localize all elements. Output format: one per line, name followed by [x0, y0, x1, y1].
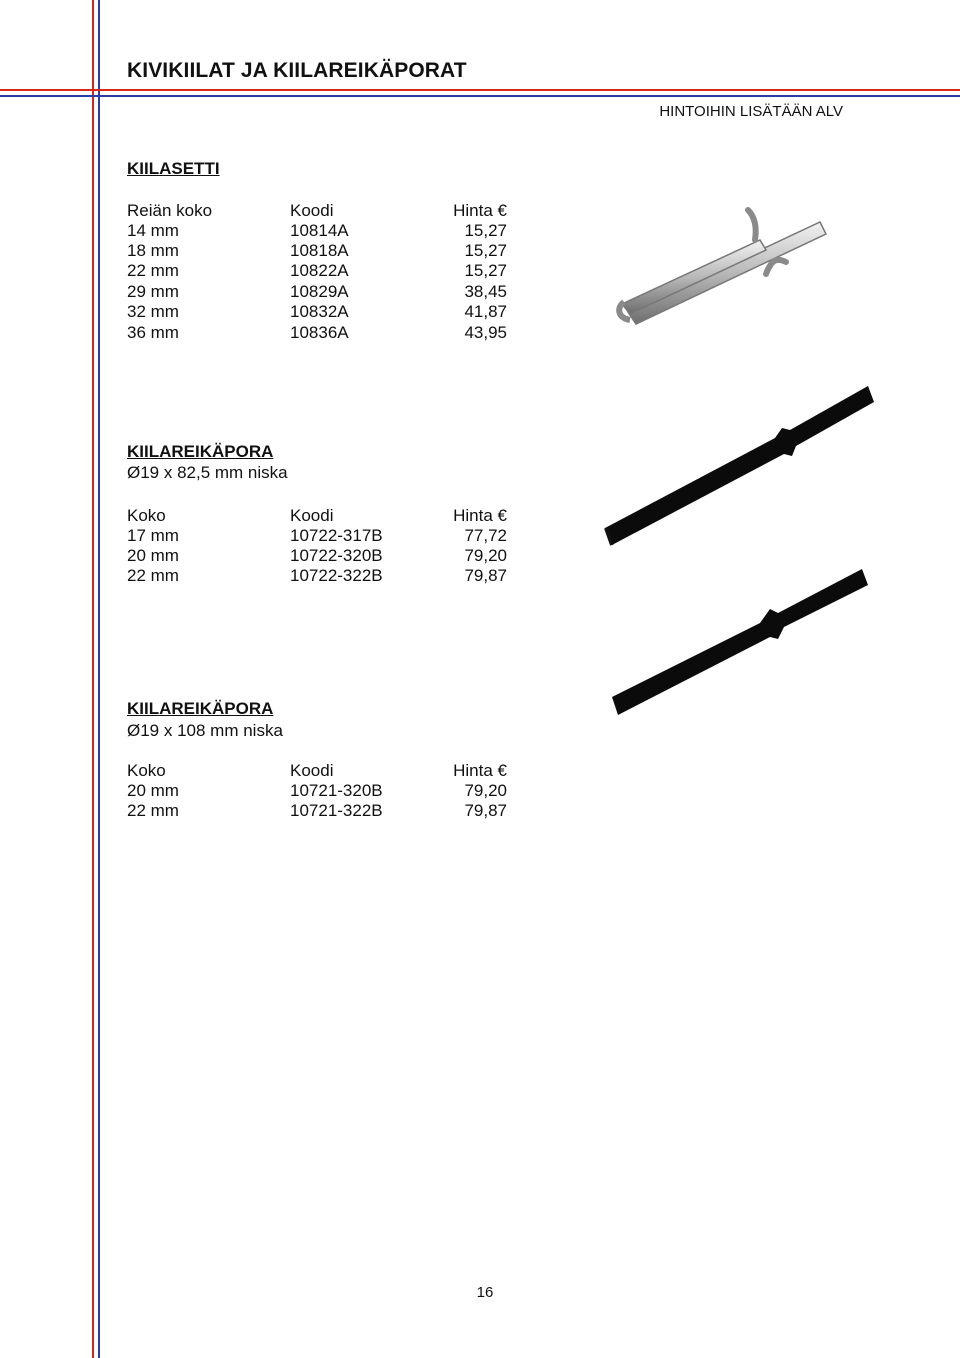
size-cell: 22 mm: [127, 566, 179, 585]
price-cell: 43,95: [464, 323, 507, 342]
price-cell: 15,27: [464, 221, 507, 240]
size-cell: 22 mm: [127, 801, 179, 820]
page-title: KIVIKIILAT JA KIILAREIKÄPORAT: [127, 59, 467, 82]
column-header-price: Hinta €: [453, 761, 507, 780]
column-header-price: Hinta €: [453, 201, 507, 220]
table-row: [127, 801, 527, 822]
size-cell: 32 mm: [127, 302, 179, 321]
code-cell: 10836A: [290, 323, 349, 342]
price-cell: 79,20: [464, 781, 507, 800]
price-cell: 79,87: [464, 801, 507, 820]
table-header: [127, 761, 527, 782]
code-cell: 10829A: [290, 282, 349, 301]
section-heading-kiilasetti: KIILASETTI: [127, 159, 220, 178]
column-header-code: Koodi: [290, 201, 334, 220]
size-cell: 29 mm: [127, 282, 179, 301]
left-border-blue: [98, 0, 100, 1358]
code-cell: 10721-322B: [290, 801, 383, 820]
table-row: [127, 566, 527, 587]
table-row: [127, 781, 527, 802]
drill-bit-image-2: [610, 565, 880, 720]
table-header: [127, 506, 527, 527]
page-number: 16: [476, 1284, 494, 1301]
table-row: [127, 241, 527, 262]
price-cell: 41,87: [464, 302, 507, 321]
table-row: [127, 323, 527, 344]
column-header-size: Koko: [127, 761, 166, 780]
price-cell: 79,20: [464, 546, 507, 565]
section-subtitle-pora-2: Ø19 x 108 mm niska: [127, 721, 283, 740]
price-cell: 15,27: [464, 261, 507, 280]
column-header-price: Hinta €: [453, 506, 507, 525]
column-header-code: Koodi: [290, 506, 334, 525]
drill-bit-image-1: [600, 380, 880, 550]
column-header-size: Koko: [127, 506, 166, 525]
code-cell: 10722-317B: [290, 526, 383, 545]
size-cell: 20 mm: [127, 781, 179, 800]
section-subtitle-pora-1: Ø19 x 82,5 mm niska: [127, 463, 288, 482]
table-header: [127, 201, 527, 222]
code-cell: 10721-320B: [290, 781, 383, 800]
top-border-red: [0, 89, 960, 91]
section-heading-pora-1: KIILAREIKÄPORA: [127, 442, 274, 461]
table-row: [127, 221, 527, 242]
size-cell: 20 mm: [127, 546, 179, 565]
code-cell: 10722-322B: [290, 566, 383, 585]
price-cell: 77,72: [464, 526, 507, 545]
table-row: [127, 282, 527, 303]
top-border-blue: [0, 95, 960, 97]
code-cell: 10722-320B: [290, 546, 383, 565]
table-row: [127, 261, 527, 282]
price-cell: 15,27: [464, 241, 507, 260]
price-cell: 38,45: [464, 282, 507, 301]
size-cell: 22 mm: [127, 261, 179, 280]
table-row: [127, 302, 527, 323]
size-cell: 36 mm: [127, 323, 179, 342]
wedge-set-image: [610, 200, 840, 330]
code-cell: 10822A: [290, 261, 349, 280]
table-row: [127, 526, 527, 547]
vat-note: HINTOIHIN LISÄTÄÄN ALV: [659, 103, 843, 120]
code-cell: 10814A: [290, 221, 349, 240]
code-cell: 10832A: [290, 302, 349, 321]
table-row: [127, 546, 527, 567]
size-cell: 14 mm: [127, 221, 179, 240]
code-cell: 10818A: [290, 241, 349, 260]
section-heading-pora-2: KIILAREIKÄPORA: [127, 699, 274, 718]
left-border-red: [92, 0, 94, 1358]
column-header-code: Koodi: [290, 761, 334, 780]
size-cell: 18 mm: [127, 241, 179, 260]
column-header-size: Reiän koko: [127, 201, 213, 220]
size-cell: 17 mm: [127, 526, 179, 545]
price-cell: 79,87: [464, 566, 507, 585]
